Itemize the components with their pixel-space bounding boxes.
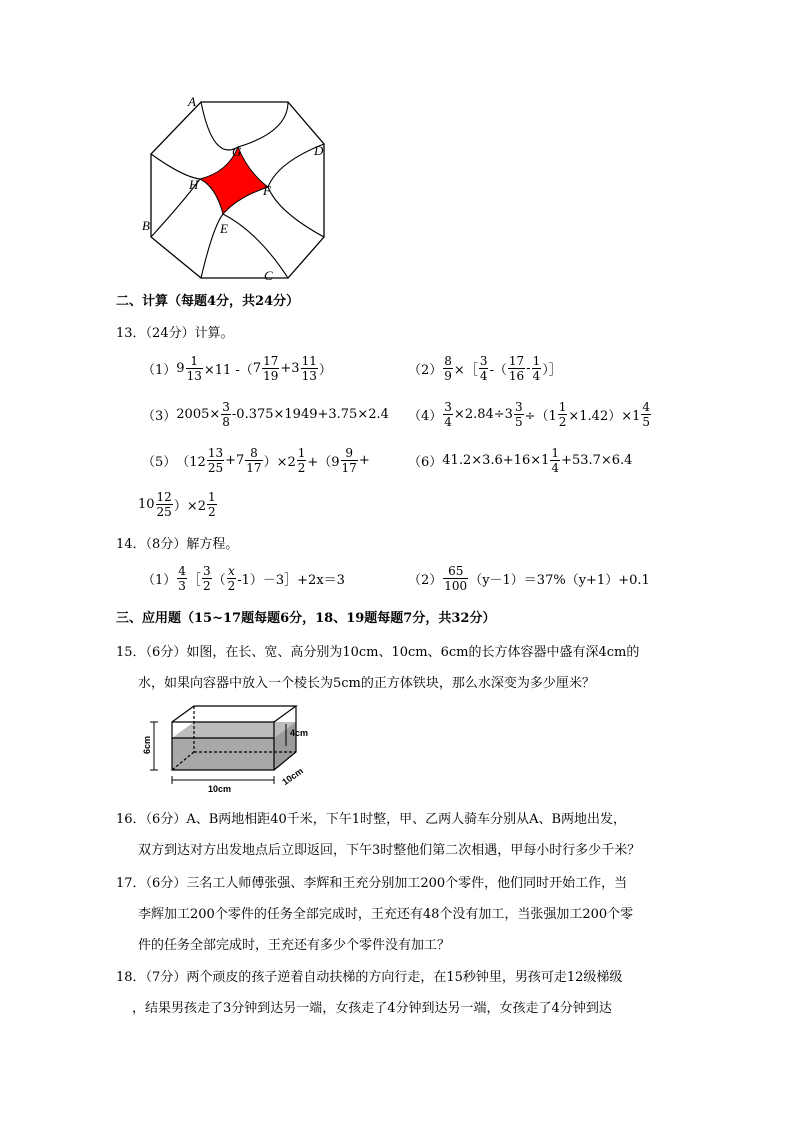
water-depth-label: 4cm — [290, 728, 309, 738]
label: （3） — [142, 409, 177, 424]
text: ）］ — [542, 363, 562, 378]
text: （y－1）＝37%（y+1）+0.1 — [469, 573, 650, 588]
vertex-label-b: B — [142, 218, 150, 233]
text: +（9 — [307, 455, 340, 470]
q15-line1: 15．（6分）如图，在长、宽、高分别为10cm、10cm、6cm的长方体容器中盛有深4cm的 — [116, 645, 640, 660]
text: + — [358, 453, 370, 468]
fraction: $\frac{1}{13}$ — [186, 354, 202, 383]
fraction: $\frac{1}{2}$ — [208, 490, 216, 519]
fraction: $\frac{x}{2}$ — [227, 564, 236, 593]
text: +53.7×6.4 — [561, 453, 633, 468]
label: （2） — [408, 363, 443, 378]
text: ［ — [187, 573, 201, 588]
section-3-title: 三、应用题（15~17题每题6分，18、19题每题7分，共32分） — [116, 611, 496, 626]
text: + — [280, 361, 292, 376]
width-label: 10cm — [208, 784, 232, 794]
text: ×2.84÷3 — [453, 407, 513, 422]
label: （6） — [408, 455, 443, 470]
point-label-e: E — [220, 221, 228, 236]
text: -1）－3］+2x＝3 — [237, 573, 345, 588]
label: （5） — [142, 455, 177, 470]
q13-part5-continued — [138, 490, 218, 519]
q17-line3: 件的任务全部完成时，王充还有多少个零件没有加工？ — [138, 938, 451, 953]
text: ×［ — [453, 363, 478, 378]
fraction: $\frac{13}{25}$ — [207, 446, 224, 475]
octagon-figure — [138, 92, 330, 284]
height-label: 6cm — [142, 735, 152, 754]
text: -0.375×1949+3.75×2.4 — [231, 407, 389, 422]
q14-part1 — [142, 564, 345, 593]
fraction: $\frac{12}{25}$ — [156, 490, 172, 519]
fraction: $\frac{1}{2}$ — [558, 400, 567, 429]
text: （12 — [176, 455, 206, 470]
fraction: $\frac{9}{17}$ — [341, 446, 357, 475]
q13-part1 — [142, 354, 332, 383]
point-label-h: H — [189, 177, 199, 192]
text: 2005× — [176, 407, 221, 422]
fraction: $\frac{1}{4}$ — [532, 354, 541, 383]
q18-line2: ，结果男孩走了3分钟到达另一端，女孩走了4分钟到达另一端，女孩走了4分钟到达 — [132, 1001, 612, 1016]
text: ） — [318, 363, 332, 378]
label: （1） — [142, 363, 177, 378]
q13-part6 — [408, 446, 632, 475]
vertex-label-c: C — [264, 268, 273, 283]
text: - — [526, 361, 531, 376]
whole: 9 — [176, 361, 185, 376]
text: ）×2 — [263, 455, 296, 470]
point-label-f: F — [263, 183, 271, 198]
q17-line1: 17．（6分）三名工人师傅张强、李辉和王充分别加工200个零件，他们同时开始工作，当 — [116, 876, 628, 891]
fraction: $\frac{8}{9}$ — [444, 354, 452, 383]
q14-head: 14．（8分）解方程。 — [116, 537, 239, 552]
vertex-label-d: D — [314, 143, 324, 158]
q15-line2: 水，如果向容器中放入一个棱长为5cm的正方体铁块，那么水深变为多少厘米？ — [138, 676, 595, 691]
fraction: $\frac{4}{3}$ — [178, 564, 186, 593]
q13-part5 — [142, 446, 370, 475]
whole: 3 — [291, 361, 300, 376]
text: ÷（1 — [524, 409, 557, 424]
label: （1） — [142, 573, 177, 588]
fraction: $\frac{3}{5}$ — [514, 400, 523, 429]
fraction: $\frac{3}{2}$ — [202, 564, 211, 593]
water-front — [172, 738, 274, 770]
fraction: $\frac{17}{19}$ — [263, 354, 279, 383]
q18-line1: 18．（7分）两个顽皮的孩子逆着自动扶梯的方向行走，在15秒钟里，男孩可走12级梯级 — [116, 970, 623, 985]
q13-part3 — [142, 400, 389, 429]
section-2-title: 二、计算（每题4分，共24分） — [116, 294, 300, 309]
fraction: $\frac{1}{4}$ — [551, 446, 560, 475]
fraction: $\frac{1}{2}$ — [297, 446, 306, 475]
text: ×11 -（ — [203, 363, 253, 378]
q17-line2: 李辉加工200个零件的任务全部完成时，王充还有48个没有加工，当张强加工200个零 — [138, 907, 634, 922]
fraction: $\frac{8}{17}$ — [246, 446, 262, 475]
fraction: $\frac{3}{4}$ — [479, 354, 488, 383]
fraction: $\frac{4}{5}$ — [642, 400, 651, 429]
point-label-g: G — [232, 144, 242, 159]
label: （4） — [408, 409, 443, 424]
q16-line2: 双方到达对方出发地点后立即返回，下午3时整他们第二次相遇，甲每小时行多少千米？ — [138, 843, 641, 858]
fraction: $\frac{17}{16}$ — [508, 354, 525, 383]
whole: 7 — [252, 361, 262, 376]
text: 41.2×3.6+16×1 — [442, 453, 550, 468]
fraction: $\frac{3}{4}$ — [444, 400, 452, 429]
text: ×1.42）×1 — [568, 409, 641, 424]
text: +7 — [225, 453, 245, 468]
text: （ — [212, 573, 226, 588]
text: ）×2 — [173, 499, 206, 514]
fraction: $\frac{3}{8}$ — [222, 400, 230, 429]
text: -（ — [489, 363, 507, 378]
q14-part2 — [408, 564, 650, 593]
label: （2） — [408, 573, 443, 588]
whole: 10 — [138, 497, 155, 512]
q13-part2 — [408, 354, 562, 383]
vertex-label-a: A — [188, 94, 196, 109]
depth-label: 10cm — [280, 765, 305, 788]
q13-part4 — [408, 400, 652, 429]
q13-head: 13．（24分）计算。 — [116, 326, 234, 341]
fraction: $\frac{11}{13}$ — [301, 354, 317, 383]
cuboid-figure — [138, 700, 320, 796]
q16-line1: 16．（6分）A、B两地相距40千米，下午1时整，甲、乙两人骑车分别从A、B两地出发， — [116, 812, 627, 827]
fraction: $\frac{65}{100}$ — [444, 564, 468, 593]
